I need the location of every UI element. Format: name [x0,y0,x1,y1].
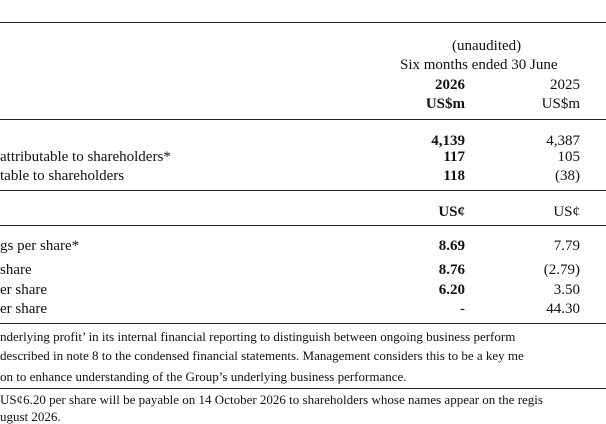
footnote-line: on to enhance understanding of the Group’s underlying business performance. [0,369,407,384]
col-current-year: 2026 [435,77,465,93]
per-share-row-label: er share [0,301,48,317]
footnote-line: described in note 8 to the condensed financial statements. Management considers this to be a key me [0,348,524,363]
per-share-row-prior: 44.30 [546,301,580,317]
unaudited-label: (unaudited) [452,38,522,54]
footnote-line: US¢6.20 per share will be payable on 14 October 2026 to shareholders whose names appear on the regis [0,392,543,407]
per-share-row-current: 8.76 [438,262,465,278]
profit-row-current: 118 [443,168,465,184]
footnote-line: nderlying profit’ in its internal financial reporting to distinguish between ongoing business perform [0,329,516,344]
profit-row-prior: 4,387 [546,133,580,149]
col-prior-unit: US$m [541,96,580,112]
per-share-row-current: - [460,301,465,317]
per-share-row-prior: 7.79 [553,238,580,254]
col-current-unit: US$m [425,96,465,112]
profit-row-current: 117 [443,149,465,165]
profit-row-prior: 105 [557,149,580,165]
section-rule [0,190,606,191]
per-share-row-prior: (2.79) [543,262,580,278]
per-share-row-label: er share [0,282,48,298]
col-prior-year: 2025 [550,77,580,93]
footnote-divider [0,388,606,389]
table-bottom-rule [0,323,606,324]
profit-row-prior: (38) [555,168,580,184]
per-share-row-prior: 3.50 [553,282,580,298]
per-share-unit-current: US¢ [438,204,465,220]
period-label: Six months ended 30 June [400,57,558,73]
per-share-row-label: share [0,262,32,278]
header-rule [0,119,606,120]
profit-row-label: table to shareholders [0,168,125,184]
footnote-line: ugust 2026. [0,409,61,424]
top-rule [0,22,606,23]
profit-row-label: attributable to shareholders* [0,149,171,165]
per-share-row-current: 6.20 [438,282,465,298]
profit-row-current: 4,139 [431,133,465,149]
per-share-row-current: 8.69 [438,238,465,254]
per-share-row-label: gs per share* [0,238,80,254]
per-share-unit-prior: US¢ [553,204,580,220]
units-rule [0,225,606,226]
